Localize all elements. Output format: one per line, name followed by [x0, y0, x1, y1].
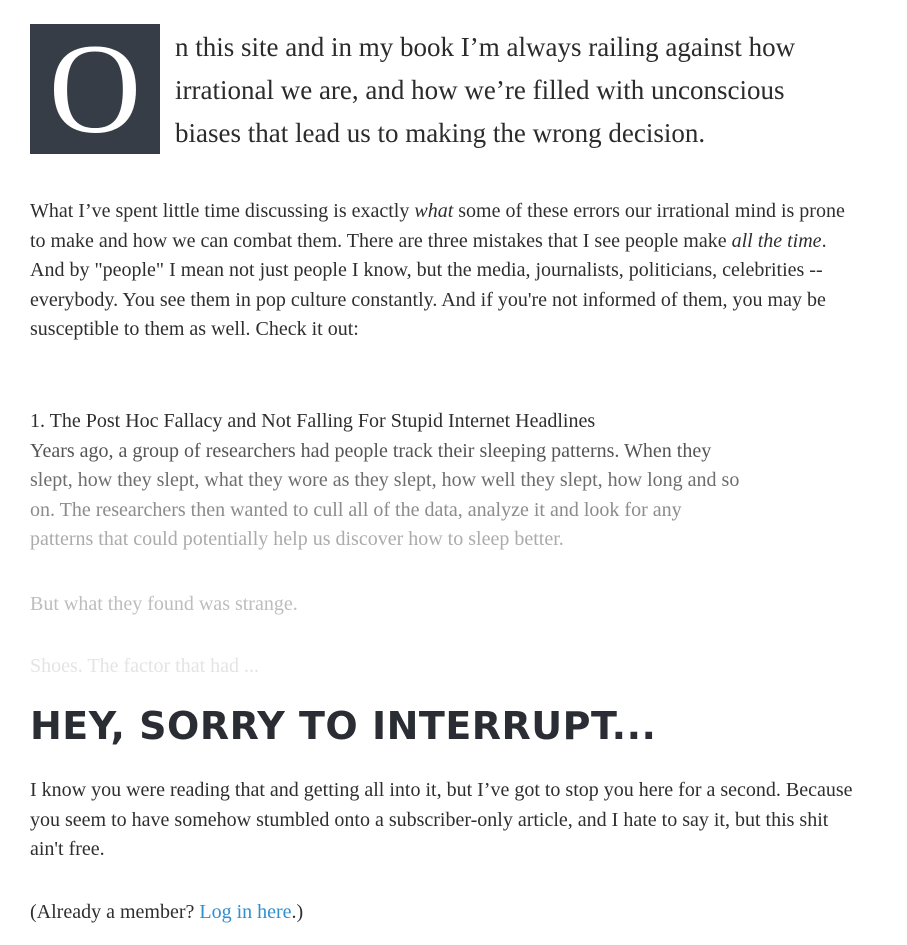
section-heading: 1. The Post Hoc Fallacy and Not Falling For Stupid Internet Headlines	[30, 410, 596, 432]
section-post-hoc	[30, 407, 860, 555]
intro-emphasis-what: what	[414, 200, 454, 222]
section-line: Years ago, a group of researchers had people track their sleeping patterns. When they	[30, 439, 712, 462]
section-line: on. The researchers then wanted to cull all of the data, analyze it and look for any	[30, 498, 682, 521]
intro-emphasis-all-the-time: all the time	[731, 229, 822, 252]
intro-text-b: some of these errors our irrational mind is prone to make and how we can combat them. There are three mistakes that I see people make	[30, 200, 845, 252]
faded-paragraph-strange: But what they found was strange.	[30, 593, 298, 615]
section-line: slept, how they slept, what they wore as they slept, how well they slept, how long and so	[30, 469, 740, 491]
intro-paragraph	[30, 197, 860, 345]
member-suffix: .)	[291, 901, 304, 923]
section-line: patterns that could potentially help us discover how to sleep better.	[30, 528, 564, 550]
paywall-message: I know you were reading that and getting all into it, but I’ve got to stop you here for a second. Because you seem to have somehow stumbled onto a subscriber-only article, and I hate to say it, but this shit ain't free.	[30, 779, 853, 860]
intro-text-c: . And by "people" I mean not just people I know, but the media, journalists, politicians, celebrities -- everybody. You see them in pop culture constantly. And if you're not informed of them, you may be susceptible to them as well. Check it out:	[30, 229, 827, 340]
paywall-title: HEY, SORRY TO INTERRUPT...	[30, 704, 657, 748]
drop-cap: O	[30, 24, 160, 154]
intro-text-a: What I’ve spent little time discussing is exactly	[30, 200, 415, 222]
article-lede	[30, 18, 860, 160]
login-link[interactable]: Log in here	[199, 901, 292, 923]
lede-text	[175, 26, 855, 155]
member-prefix: (Already a member?	[30, 901, 200, 923]
lede-line: biases that lead us to making the wrong decision.	[175, 118, 706, 148]
faded-paragraph-shoes: Shoes. The factor that had ...	[30, 655, 260, 677]
article	[30, 18, 860, 923]
lede-line: n this site and in my book I’m always railing against how	[175, 32, 796, 62]
member-login-prompt	[30, 898, 303, 928]
lede-line: irrational we are, and how we’re filled with unconscious	[175, 75, 785, 105]
